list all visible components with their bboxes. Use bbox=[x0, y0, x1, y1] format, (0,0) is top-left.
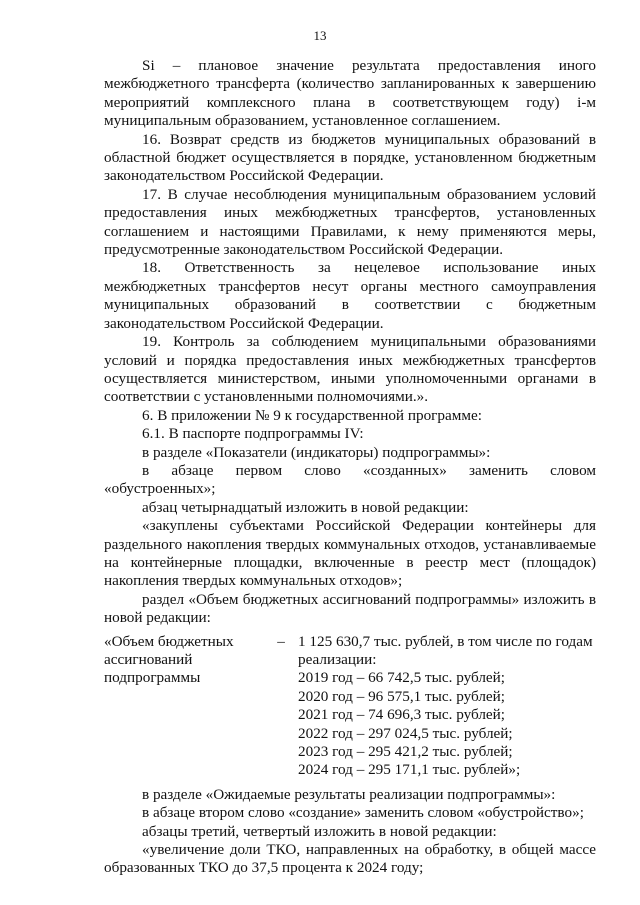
budget-year-2024: 2024 год – 295 171,1 тыс. рублей»; bbox=[298, 761, 521, 779]
budget-year-2023: 2023 год – 295 421,2 тыс. рублей; bbox=[298, 743, 513, 761]
fourteenth-paragraph-line: абзац четырнадцатый изложить в новой редакции: bbox=[142, 498, 469, 516]
item-6: 6. В приложении № 9 к государственной программе: bbox=[142, 406, 482, 424]
page-number: 13 bbox=[313, 28, 327, 43]
document-body bbox=[104, 57, 596, 878]
second-paragraph-line: в абзаце втором слово «создание» заменить словом «обустройство»; bbox=[142, 804, 584, 822]
item-6-1: 6.1. В паспорте подпрограммы IV: bbox=[142, 425, 364, 443]
si-definition-paragraph: Si – плановое значение результата предоставления иного межбюджетного трансферта (количество запланированных к завершению мероприятий комплексного плана в соответствующем году) i-м муниципальным образованием, установленное соглашением. bbox=[104, 57, 596, 130]
paragraph-17: 17. В случае несоблюдения муниципальным образованием условий предоставления иных межбюджетных трансфертов, установленных соглашением и настоящими Правилами, к нему применяются меры, предусмотренные законодательством Российской Федерации. bbox=[104, 185, 596, 259]
budget-label: «Объем бюджетных ассигнований подпрограммы bbox=[104, 632, 234, 687]
tko-quote: «увеличение доли ТКО, направленных на обработку, в общей массе образованных ТКО до 37,5 процента к 2024 году; bbox=[104, 841, 596, 877]
budget-year-2021: 2021 год – 74 696,3 тыс. рублей; bbox=[298, 706, 506, 724]
third-fourth-paragraph-line: абзацы третий, четвертый изложить в новой редакции: bbox=[142, 822, 497, 840]
paragraph-19: 19. Контроль за соблюдением муниципальными образованиями условий и порядка предоставления иных межбюджетных трансфертов осуществляется министерством, иными уполномоченными органами в соответствии с установленными полномочиями.». bbox=[104, 333, 596, 406]
budget-year-2019: 2019 год – 66 742,5 тыс. рублей; bbox=[298, 669, 506, 687]
expected-results-line: в разделе «Ожидаемые результаты реализации подпрограммы»: bbox=[142, 785, 556, 803]
paragraph-18: 18. Ответственность за нецелевое использование иных межбюджетных трансфертов несут органы местного самоуправления муниципальных образований в соответствии с бюджетным законодательством Российской Федерации. bbox=[104, 259, 596, 332]
section-indicators-line: в разделе «Показатели (индикаторы) подпрограммы»: bbox=[142, 443, 491, 461]
budget-year-2020: 2020 год – 96 575,1 тыс. рублей; bbox=[298, 687, 506, 705]
containers-quote: «закуплены субъектами Российской Федерации контейнеры для раздельного накопления твердых коммунальных отходов, устанавливаемые на контейнерные площадки, включенные в реестр мест (площадок) накопления твердых коммунальных отходов»; bbox=[104, 517, 596, 590]
budget-total: 1 125 630,7 тыс. рублей, в том числе по годам реализации: bbox=[298, 632, 593, 668]
budget-table bbox=[104, 633, 596, 780]
budget-values bbox=[298, 633, 596, 780]
first-paragraph-line: в абзаце первом слово «созданных» заменить словом «обустроенных»; bbox=[104, 461, 596, 498]
budget-year-2022: 2022 год – 297 024,5 тыс. рублей; bbox=[298, 724, 513, 742]
paragraph-16: 16. Возврат средств из бюджетов муниципальных образований в областной бюджет осуществляется в порядке, установленном бюджетным законодательством Российской Федерации. bbox=[104, 130, 596, 185]
budget-dash: – bbox=[277, 632, 285, 650]
budget-section-line: раздел «Объем бюджетных ассигнований подпрограммы» изложить в новой редакции: bbox=[104, 590, 596, 627]
